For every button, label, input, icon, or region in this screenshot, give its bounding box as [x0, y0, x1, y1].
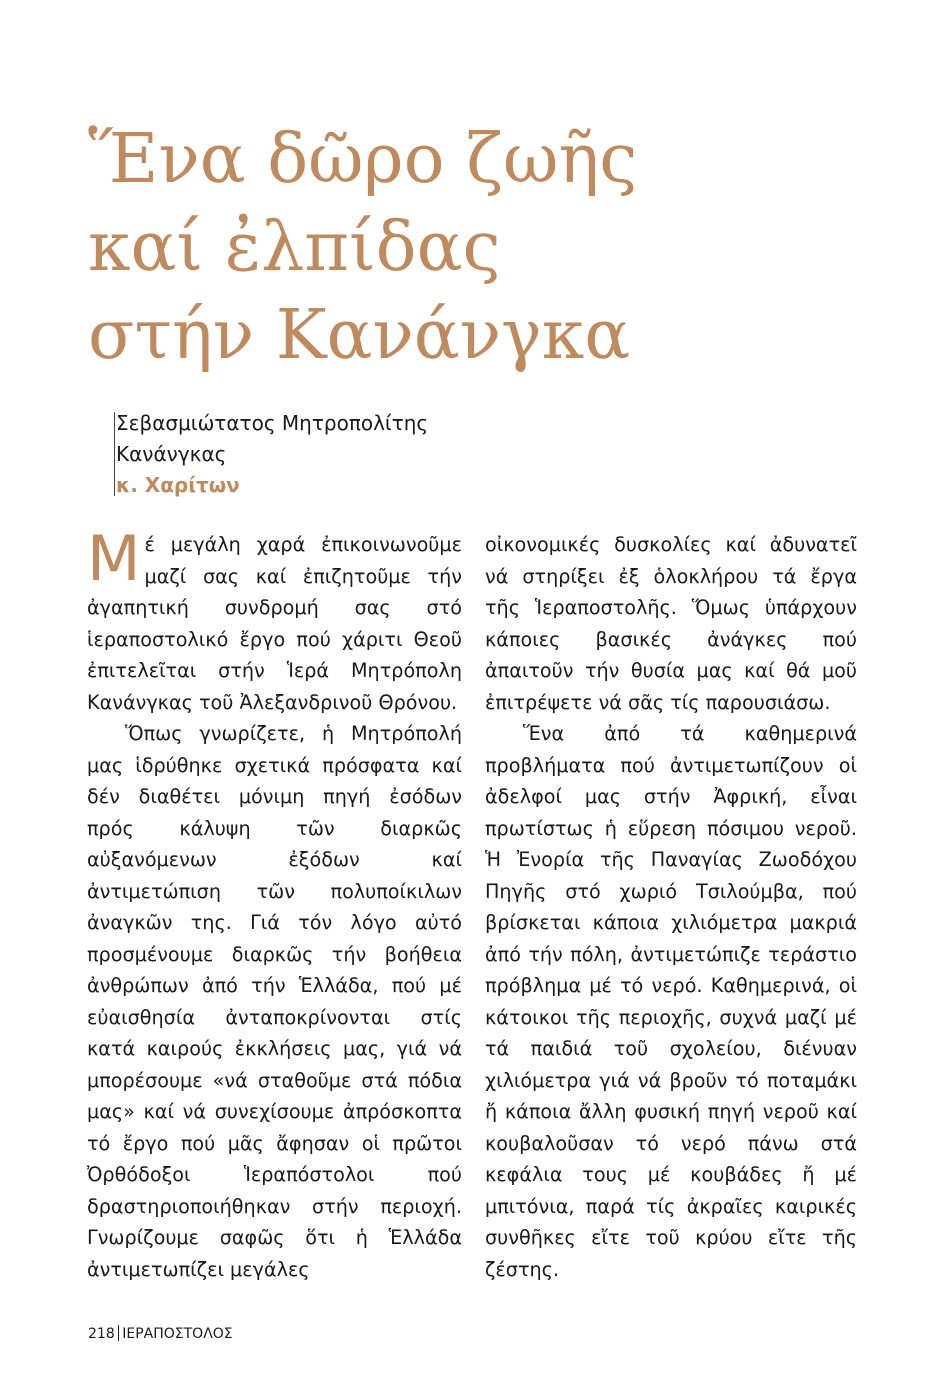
paragraph-1-text: έ μεγάλη χαρά ἐπικοινωνοῦμε μαζί σας καί ἐπιζητοῦμε τήν ἀγαπητική συνδρομή σας στό ἱεραποστολικό ἔργο πού χάριτι Θεοῦ ἐπιτελεῖται στήν Ἱερά Μητρόπολη Κανάνγκας τοῦ Ἀλεξανδρινοῦ Θρόνου.: [87, 533, 462, 714]
right-column: [485, 529, 857, 1285]
author-title: Σεβασμιώτατος Μητροπολίτης: [116, 411, 429, 435]
publication-name: ΙΕΡΑΠΟΣΤΟΛΟΣ: [122, 1326, 233, 1342]
paragraph-2: Ὅπως γνωρίζετε, ἡ Μητρόπολή μας ἱδρύθηκε σχετικά πρόσφατα καί δέν διαθέτει μόνιμη πηγή ἐσόδων πρός κάλυψη τῶν διαρκῶς αὐξανόμενων ἐξόδων καί ἀντιμετώπιση τῶν πολυποίκιλων ἀναγκῶν της. Γιά τόν λόγο αὐτό προσμένουμε διαρκῶς τήν βοήθεια ἀνθρώπων ἀπό τήν Ἑλλάδα, πού μέ εὐαισθησία ἀνταποκρίνονται στίς κατά καιρούς ἐκκλήσεις μας, γιά νά μπορέσουμε «νά σταθοῦμε στά πόδια μας» καί νά συνεχίσουμε ἀπρόσκοπτα τό ἔργο πού μᾶς ἄφησαν οἱ πρῶτοι Ὀρθόδοξοι Ἱεραπόστολοι πού δραστηριοποιήθηκαν στήν περιοχή. Γνωρίζουμε σαφῶς ὅτι ἡ Ἑλλάδα ἀντιμετωπίζει μεγάλες: [87, 722, 462, 1281]
author-name: κ. Χαρίτων: [116, 473, 240, 497]
title-line-1: Ἕνα δῶρο ζωῆς: [88, 120, 638, 199]
page-number: 218: [88, 1326, 115, 1342]
paragraph-4: Ἕνα ἀπό τά καθημερινά προβλήματα πού ἀντιμετωπίζουν οἱ ἀδελφοί μας στήν Ἀφρική, εἶναι πρωτίστως ἡ εὕρεση πόσιμου νεροῦ. Ἡ Ἐνορία τῆς Παναγίας Ζωοδόχου Πηγῆς στό χωριό Τσιλούμβα, πού βρίσκεται κάποια χιλιόμετρα μακριά ἀπό τήν πόλη, ἀντιμετώπιζε τεράστιο πρόβλημα μέ τό νερό. Καθημερινά, οἱ κάτοικοι τῆς περιοχῆς, συχνά μαζί μέ τά παιδιά τοῦ σχολείου, διένυαν χιλιόμετρα γιά νά βροῦν τό ποταμάκι ἤ κάποια ἄλλη φυσική πηγή νεροῦ καί κουβαλοῦσαν τό νερό πάνω στά κεφάλια τους μέ κουβάδες ἤ μέ μπιτόνια, παρά τίς ἀκραῖες καιρικές συνθῆκες εἴτε τοῦ κρύου εἴτε τῆς ζέστης.: [485, 722, 857, 1281]
footer-divider: [118, 1325, 120, 1341]
title-line-3: στήν Κανάνγκα: [88, 296, 631, 375]
page-footer: [88, 1325, 233, 1342]
author-byline: [116, 408, 428, 501]
drop-cap: Μ: [87, 522, 141, 595]
paragraph-1: [87, 522, 462, 718]
left-column: [87, 522, 462, 1285]
article-title: [88, 116, 637, 380]
byline-divider: [114, 412, 115, 496]
paragraph-3: οἰκονομικές δυσκολίες καί ἀδυνατεῖ νά στηρίξει ἐξ ὁλοκλήρου τά ἔργα τῆς Ἱεραποστολῆς. Ὅμως ὑπάρχουν κάποιες βασικές ἀνάγκες πού ἀπαιτοῦν τήν θυσία μας καί θά μοῦ ἐπιτρέψετε νά σᾶς τίς παρουσιάσω.: [485, 533, 857, 714]
title-line-2: καί ἐλπίδας: [88, 208, 501, 287]
author-see: Κανάνγκας: [116, 442, 227, 466]
